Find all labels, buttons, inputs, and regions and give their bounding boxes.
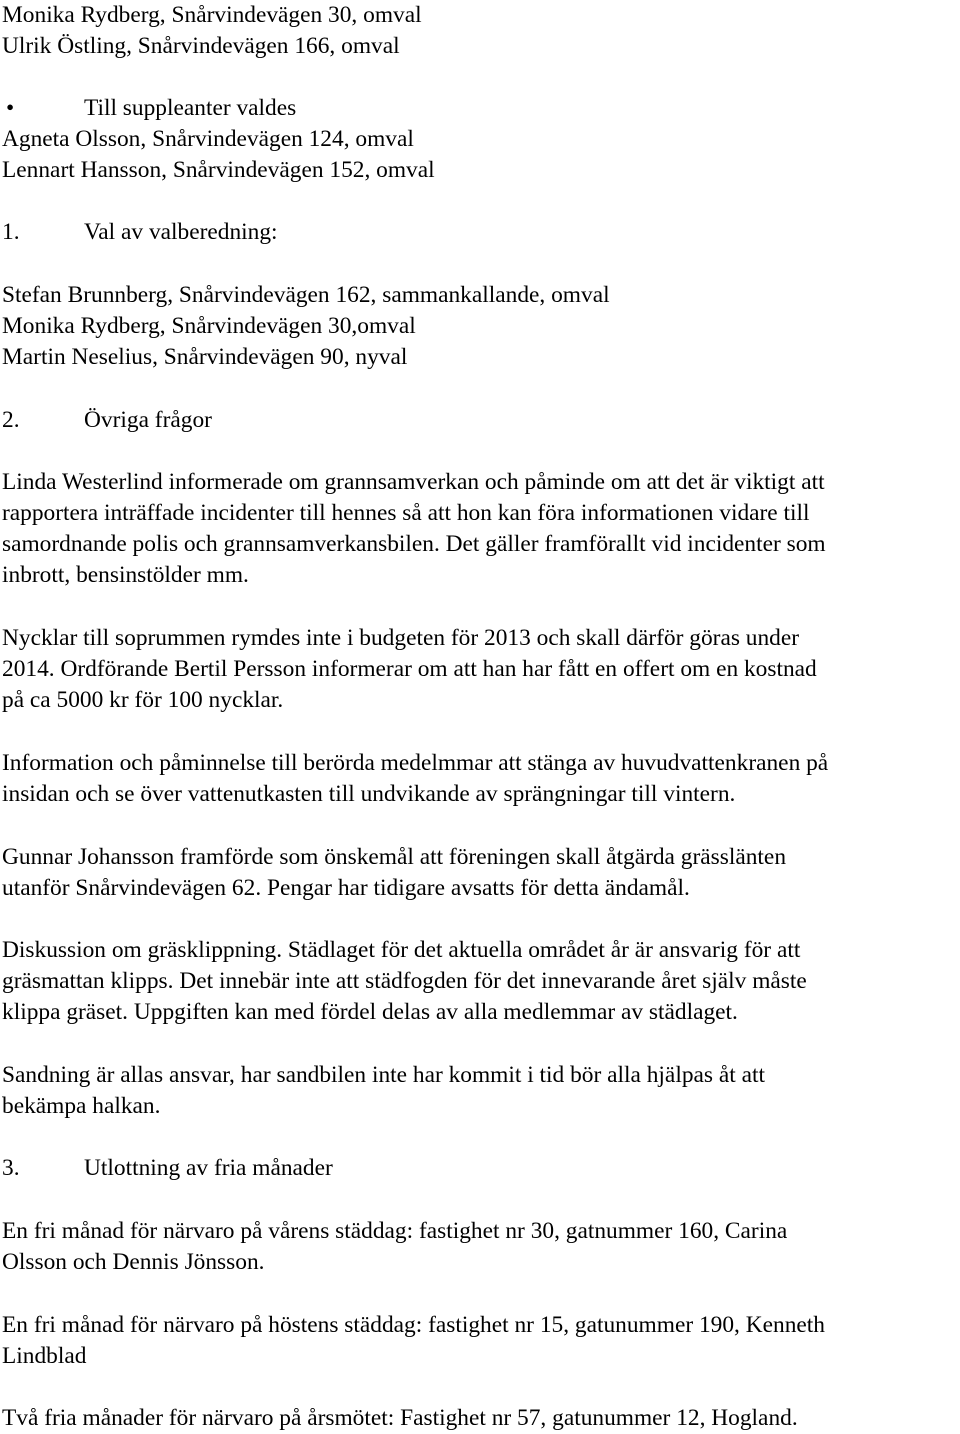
paragraph-line: bekämpa halkan. <box>2 1093 161 1119</box>
nomination-line: Monika Rydberg, Snårvindevägen 30,omval <box>2 313 416 339</box>
section-title: Val av valberedning: <box>84 219 278 245</box>
paragraph-line: Information och påminnelse till berörda medelmmar att stänga av huvudvattenkranen på <box>2 750 829 776</box>
paragraph-line: samordnande polis och grannsamverkansbilen. Det gäller framförallt vid incidenter som <box>2 531 826 557</box>
paragraph-line: Lindblad <box>2 1343 87 1369</box>
bullet-icon: • <box>6 95 15 121</box>
paragraph-line: Två fria månader för närvaro på årsmötet: Fastighet nr 57, gatunummer 12, Hogland. <box>2 1405 798 1431</box>
paragraph-line: inbrott, bensinstölder mm. <box>2 562 249 588</box>
paragraph-line: Linda Westerlind informerade om grannsamverkan och påminde om att det är viktigt att <box>2 469 825 495</box>
substitutes-heading: Till suppleanter valdes <box>84 95 297 121</box>
board-member-line: Monika Rydberg, Snårvindevägen 30, omval <box>2 2 422 28</box>
section-number: 2. <box>2 407 20 433</box>
substitute-line: Agneta Olsson, Snårvindevägen 124, omval <box>2 126 414 152</box>
paragraph-line: utanför Snårvindevägen 62. Pengar har tidigare avsatts för detta ändamål. <box>2 875 690 901</box>
nomination-line: Stefan Brunnberg, Snårvindevägen 162, sammankallande, omval <box>2 282 610 308</box>
section-number: 1. <box>2 219 20 245</box>
paragraph-line: Olsson och Dennis Jönsson. <box>2 1249 265 1275</box>
paragraph-line: Diskussion om gräsklippning. Städlaget för det aktuella området år är ansvarig för att <box>2 937 801 963</box>
paragraph-line: En fri månad för närvaro på vårens städdag: fastighet nr 30, gatnummer 160, Carina <box>2 1218 788 1244</box>
paragraph-line: Nycklar till soprummen rymdes inte i budgeten för 2013 och skall därför göras under <box>2 625 800 651</box>
board-member-line: Ulrik Östling, Snårvindevägen 166, omval <box>2 33 400 59</box>
paragraph-line: klippa gräset. Uppgiften kan med fördel delas av alla medlemmar av städlaget. <box>2 999 738 1025</box>
section-title: Övriga frågor <box>84 407 212 433</box>
paragraph-line: En fri månad för närvaro på höstens städdag: fastighet nr 15, gatunummer 190, Kenneth <box>2 1312 825 1338</box>
paragraph-line: rapportera inträffade incidenter till hennes så att hon kan föra informationen vidare till <box>2 500 810 526</box>
paragraph-line: insidan och se över vattenutkasten till undvikande av sprängningar till vintern. <box>2 781 736 807</box>
paragraph-line: 2014. Ordförande Bertil Persson informerar om att han har fått en offert om en kostnad <box>2 656 817 682</box>
section-number: 3. <box>2 1155 20 1181</box>
paragraph-line: Gunnar Johansson framförde som önskemål att föreningen skall åtgärda grässlänten <box>2 844 787 870</box>
paragraph-line: gräsmattan klipps. Det innebär inte att städfogden för det innevarande året själv måste <box>2 968 807 994</box>
nomination-line: Martin Neselius, Snårvindevägen 90, nyval <box>2 344 408 370</box>
paragraph-line: Sandning är allas ansvar, har sandbilen inte har kommit i tid bör alla hjälpas åt att <box>2 1062 765 1088</box>
paragraph-line: på ca 5000 kr för 100 nycklar. <box>2 687 284 713</box>
section-title: Utlottning av fria månader <box>84 1155 333 1181</box>
substitute-line: Lennart Hansson, Snårvindevägen 152, omval <box>2 157 435 183</box>
